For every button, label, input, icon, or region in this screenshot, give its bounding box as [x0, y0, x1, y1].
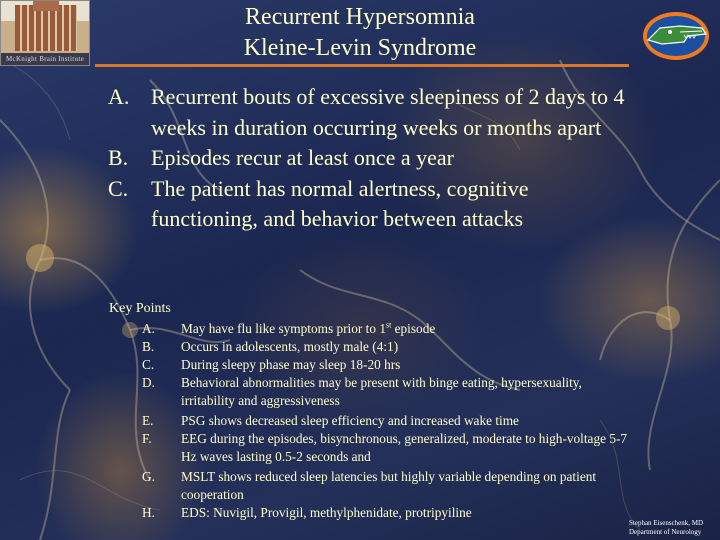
- key-point-marker: G.: [142, 469, 155, 484]
- key-point-marker: A.: [142, 321, 155, 336]
- key-point-item: [109, 468, 629, 504]
- criteria-marker: A.: [108, 84, 130, 109]
- key-point-item: [109, 412, 629, 430]
- key-point-superscript: st: [385, 320, 392, 330]
- key-point-item: [109, 356, 629, 374]
- key-point-marker: F.: [142, 431, 152, 446]
- page-title: [95, 2, 625, 64]
- key-point-item: [109, 430, 629, 466]
- gator-logo-icon: [640, 6, 712, 64]
- credit-line-1: Stephan Eisenschenk, MD: [629, 519, 704, 527]
- key-point-item: [109, 338, 629, 356]
- key-point-marker: D.: [142, 375, 155, 390]
- criteria-item: [108, 143, 628, 174]
- key-points-list: [109, 320, 629, 522]
- building-photo: [0, 0, 90, 66]
- key-point-item: [109, 320, 629, 338]
- title-line-2: Kleine-Levin Syndrome: [243, 35, 477, 61]
- title-divider: [95, 64, 629, 67]
- key-point-text: May have flu like symptoms prior to 1: [181, 321, 386, 336]
- criteria-text: Episodes recur at least once a year: [151, 145, 454, 170]
- author-credit: [629, 519, 703, 537]
- key-point-text: EEG during the episodes, bisynchronous, generalized, moderate to high-voltage 5-7 Hz waves lasting 0.5-2 seconds and: [181, 431, 628, 464]
- criteria-item: [108, 82, 628, 143]
- criteria-marker: C.: [108, 175, 129, 201]
- key-point-item: [109, 504, 629, 522]
- criteria-text: Recurrent bouts of excessive sleepiness of 2 days to 4 weeks in duration occurring weeks or months apart: [151, 84, 625, 140]
- criteria-text: The patient has normal alertness, cognitive functioning, and behavior between attacks: [151, 175, 529, 231]
- key-point-text: EDS: Nuvigil, Provigil, methylphenidate, protripyiline: [181, 505, 472, 520]
- criteria-item: [108, 174, 628, 235]
- key-point-marker: H.: [142, 505, 155, 520]
- key-point-marker: E.: [142, 413, 154, 428]
- criteria-list: [108, 82, 628, 235]
- key-point-text: Occurs in adolescents, mostly male (4:1): [181, 339, 399, 354]
- key-point-text: Behavioral abnormalities may be present with binge eating, hypersexuality, irritability and aggressiveness: [181, 375, 582, 408]
- key-point-marker: C.: [142, 357, 155, 372]
- credit-line-2: Department of Neurology: [629, 528, 702, 536]
- criteria-marker: B.: [108, 145, 129, 170]
- key-point-text: During sleepy phase may sleep 18-20 hrs: [181, 357, 401, 372]
- key-point-item: [109, 374, 629, 410]
- photo-caption: McKnight Brain Institute: [1, 53, 89, 65]
- key-point-marker: B.: [142, 339, 155, 354]
- title-line-1: Recurrent Hypersomnia: [245, 4, 475, 30]
- key-point-text: PSG shows decreased sleep efficiency and increased wake time: [181, 413, 519, 428]
- key-point-text-after: episode: [391, 321, 436, 336]
- key-point-text: MSLT shows reduced sleep latencies but highly variable depending on patient cooperation: [181, 469, 597, 502]
- key-points-heading: Key Points: [109, 301, 171, 316]
